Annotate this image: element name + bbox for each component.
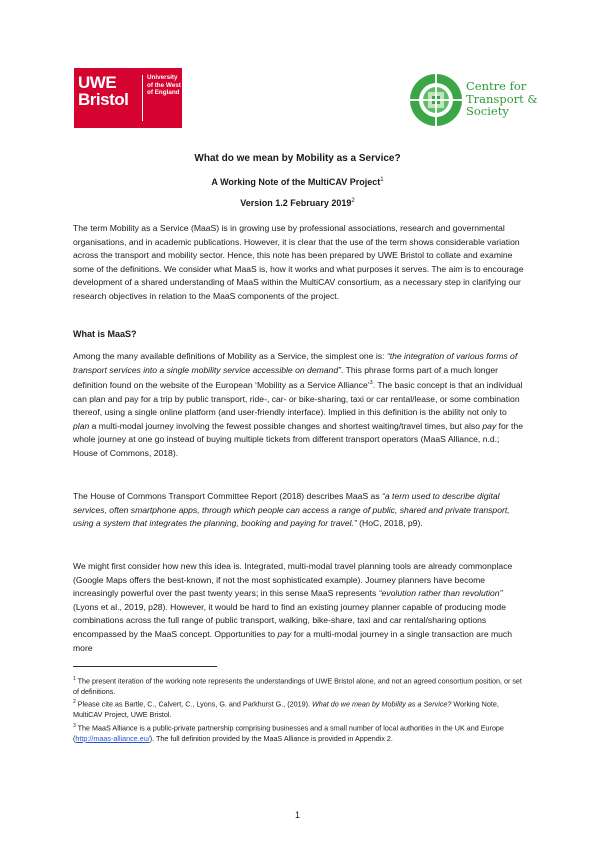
footnote-1-text: The present iteration of the working note represents the understandings of UWE Bristol alone, and not an agreed consortium position, or set of definitions. — [73, 676, 522, 696]
document-title: What do we mean by Mobility as a Service? — [194, 153, 401, 164]
footnote-2-number: 2 — [73, 699, 76, 705]
p2-pay: pay — [482, 420, 497, 431]
uwe-logo-line1: UWE — [78, 73, 117, 92]
footnote-3-number: 3 — [73, 723, 76, 729]
p4-quote: “evolution rather than revolution” — [378, 588, 503, 599]
subtitle-text: A Working Note of the MultiCAV Project — [211, 177, 381, 187]
document-subtitle — [0, 177, 595, 187]
intro-text: The term Mobility as a Service (MaaS) is in growing use by professional associations, research and governmental organisations, and in academic publications. However, it is clear that the use of the term shows considerable variation across the transport and mobility sector. Hence, this note has been prepared by UWE Bristol to collate and examine some of the definitions. We consider what MaaS is, how it works and what purposes it serves. The aim is to encourage development of a shared understanding of MaaS within the MultiCAV consortium, as a necessary step in clarifying our research objectives in relation to the MaaS components of the project. — [73, 223, 524, 301]
footnote-divider — [73, 666, 217, 667]
p4-text-a: We might first consider how new this idea is. Integrated, multi-modal travel planning tools are already commonplace (Google Maps offers the best-known, if not the most sophisticated example). Journey planners have become increasingly powerful over the past twenty years; in this sense MaaS represents — [73, 561, 513, 599]
footnote-ref-1: 1 — [380, 177, 384, 183]
p2-plan: plan — [73, 420, 90, 431]
p2-text-b: . This phrase forms part of a much longer definition found on the website of the European ‘Mobility as a Service Alliance’ — [73, 364, 498, 391]
maas-alliance-link[interactable]: http://maas-alliance.eu/ — [75, 733, 150, 743]
cts-logo-line1: Centre for — [466, 79, 527, 93]
uwe-logo-side-panel — [144, 68, 182, 128]
p2-text-e: for the whole journey at one go instead of buying multiple tickets from different transport operators (MaaS Alliance, n.d.; House of Commons, 2018). — [73, 420, 524, 459]
cts-logo-text — [466, 80, 538, 118]
p2-text-d: a multi-modal journey involving the fewest possible changes and shortest waiting/travel times, but also — [89, 420, 483, 431]
footnote-3-text-a: The MaaS Alliance is a public-private partnership comprising businesses and a small number of local authorities in the UK and Europe ( — [73, 723, 504, 743]
p4-text-b: (Lyons et al., 2019, p28). However, it would be hard to find an existing journey planner capable of producing mode combinations across the full range of public transport, walking, bike-share, taxi and car rental/sharing options encompassed by the MaaS concept. Opportunities to — [73, 601, 506, 639]
p4-pay: pay — [277, 628, 292, 639]
footnote-2-title: What do we mean by Mobility as a Service? — [312, 699, 452, 709]
footnote-1-number: 1 — [73, 676, 76, 682]
footnote-2 — [73, 697, 525, 720]
p4-text-c: for a multi-modal journey in a single transaction are much more — [73, 628, 513, 653]
p3-text-b: (HoC, 2018, p9). — [356, 518, 423, 529]
uwe-logo-line2: Bristol — [78, 90, 129, 109]
footnote-3 — [73, 721, 525, 744]
p2-quote: “the integration of various forms of transport services into a single mobility service accessible on demand” — [73, 351, 518, 375]
section-heading-what-is-maas: What is MaaS? — [73, 329, 137, 339]
evolution-paragraph — [73, 560, 525, 655]
p3-text-a: The House of Commons Transport Committee Report (2018) describes MaaS as — [73, 491, 383, 501]
footnote-ref-3: 3 — [369, 380, 373, 387]
cts-logo-line3: Society — [466, 104, 509, 118]
footnote-2-text-a: Please cite as Bartle, C., Calvert, C., Lyons, G. and Parkhurst G., (2019). — [75, 699, 312, 709]
version-text: Version 1.2 February 2019 — [240, 198, 352, 208]
hoc-paragraph — [73, 490, 525, 531]
uwe-logo-side-text: University of the West of England — [147, 74, 181, 97]
footnote-2-text-b: Working Note, MultiCAV Project, UWE Bristol. — [73, 699, 499, 719]
p2-text-a: Among the many available definitions of Mobility as a Service, the simplest one is: — [73, 351, 387, 361]
page-number: 1 — [294, 810, 300, 820]
intro-paragraph — [73, 222, 525, 304]
document-version — [0, 198, 595, 208]
footnote-3-text-b: ). The full definition provided by the MaaS Alliance is provided in Appendix 2. — [149, 733, 393, 743]
p2-text-c: . The basic concept is that an individual can plan and pay for a trip by public transport, ride-, car- or bike-sharing, taxi or car rental/lease, or some combination thereof, using a single online platform (and user-friendly interface). Implied in this definition is the ability not only to — [73, 380, 523, 418]
uwe-logo-divider — [142, 75, 143, 121]
footnote-ref-2: 2 — [351, 198, 355, 204]
centre-transport-society-logo-icon — [408, 72, 464, 128]
p3-quote: “a term used to describe digital services, often smartphone apps, through which people can access a range of public, shared and private transport, using a system that integrates the planning, booking and paying for travel.” — [73, 491, 510, 529]
uwe-bristol-logo — [74, 68, 154, 128]
footnote-1 — [73, 674, 525, 697]
cts-logo-line2: Transport & — [466, 91, 538, 106]
definition-paragraph — [73, 350, 525, 461]
